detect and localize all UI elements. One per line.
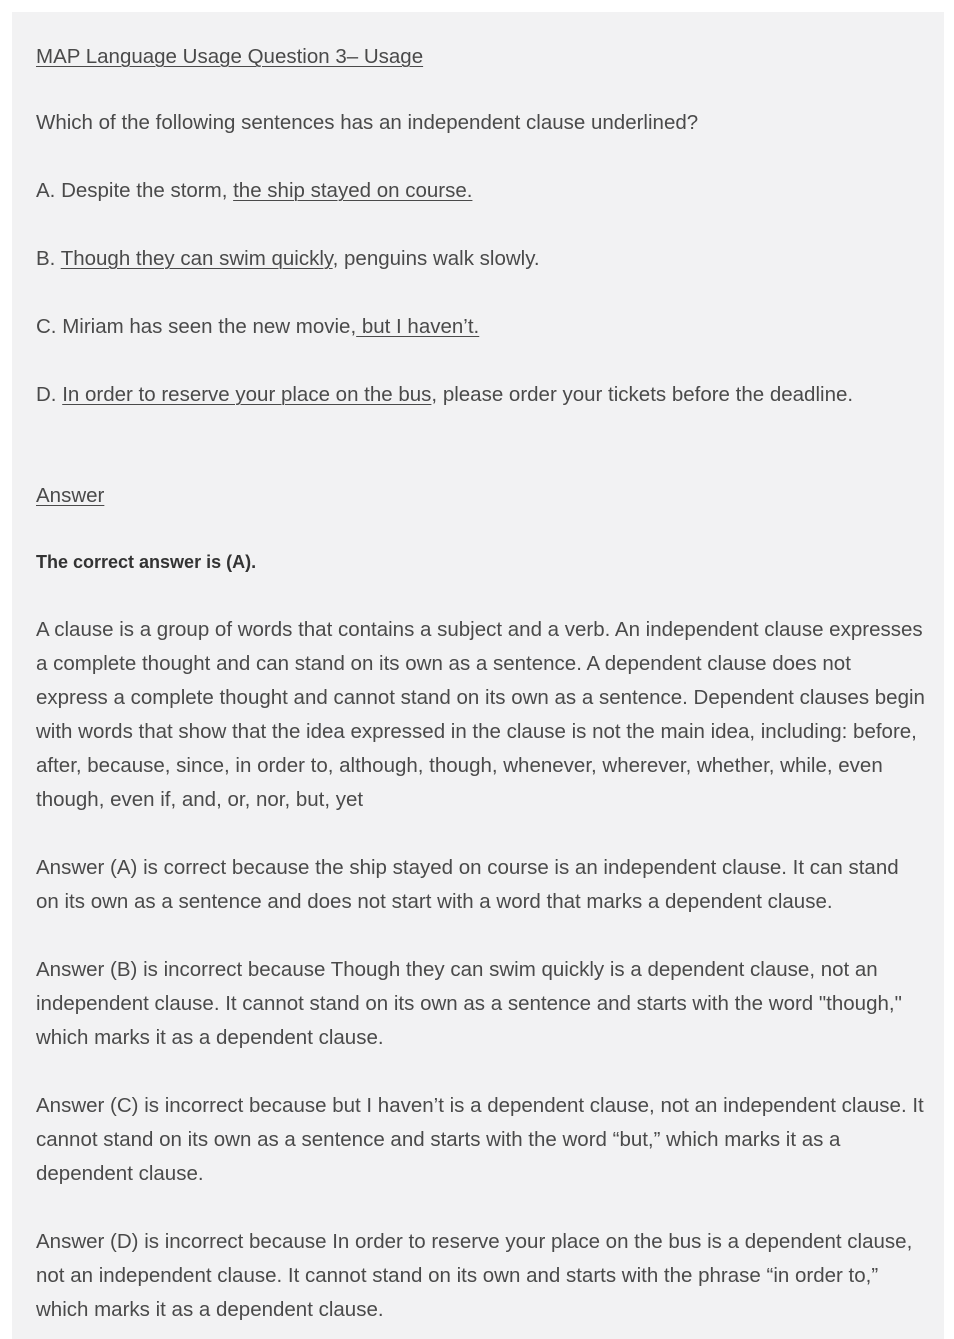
correct-answer: The correct answer is (A). bbox=[36, 552, 257, 572]
question-content bbox=[36, 40, 926, 1327]
option-b-underlined: Though they can swim quickly bbox=[60, 247, 333, 270]
answer-b-explanation: Answer (B) is incorrect because Though they can swim quickly is a dependent clause, not an independent clause. It cannot stand on its own as a sentence and starts with the word "though," which marks it as a dependent clause. bbox=[36, 958, 902, 1049]
option-b bbox=[36, 242, 926, 276]
answer-a-explanation: Answer (A) is correct because the ship stayed on course is an independent clause. It can stand on its own as a sentence and does not start with a word that marks a dependent clause. bbox=[36, 856, 899, 913]
question-title bbox=[36, 40, 926, 74]
question-title-text: MAP Language Usage Question 3– Usage bbox=[36, 45, 424, 68]
clause-explanation: A clause is a group of words that contains a subject and a verb. An independent clause expresses a complete thought and can stand on its own as a sentence. A dependent clause does not express a complete thought and cannot stand on its own as a sentence. Dependent clauses begin with words that show that the idea expressed in the clause is not the main idea, including: before, after, because, since, in order to, although, though, whenever, wherever, whether, while, even though, even if, and, or, nor, but, yet bbox=[36, 618, 925, 811]
answer-c-explanation: Answer (C) is incorrect because but I haven’t is a dependent clause, not an independent clause. It cannot stand on its own as a sentence and starts with the word “but,” which marks it as a dependent clause. bbox=[36, 1094, 924, 1185]
option-a-prefix: A. Despite the storm, bbox=[36, 179, 234, 202]
option-c bbox=[36, 310, 926, 344]
answer-toggle[interactable] bbox=[36, 479, 926, 513]
answer-d-explanation: Answer (D) is incorrect because In order to reserve your place on the bus is a dependent clause, not an independent clause. It cannot stand on its own and starts with the phrase “in order to,” which marks it as a dependent clause. bbox=[36, 1230, 913, 1321]
option-d-prefix: D. bbox=[36, 383, 63, 406]
option-a bbox=[36, 174, 926, 208]
question-card bbox=[12, 12, 944, 1339]
option-b-prefix: B. bbox=[36, 247, 61, 270]
question-text: Which of the following sentences has an independent clause underlined? bbox=[36, 111, 699, 134]
option-b-suffix: , penguins walk slowly. bbox=[332, 247, 540, 270]
answer-toggle-label[interactable]: Answer bbox=[36, 484, 105, 507]
option-a-underlined: the ship stayed on course. bbox=[233, 179, 473, 202]
option-d bbox=[36, 378, 926, 412]
option-c-prefix: C. Miriam has seen the new movie, bbox=[36, 315, 357, 338]
option-c-underlined: but I haven’t. bbox=[356, 315, 480, 338]
option-d-underlined: In order to reserve your place on the bus bbox=[62, 383, 432, 406]
option-d-suffix: , please order your tickets before the deadline. bbox=[431, 383, 854, 406]
